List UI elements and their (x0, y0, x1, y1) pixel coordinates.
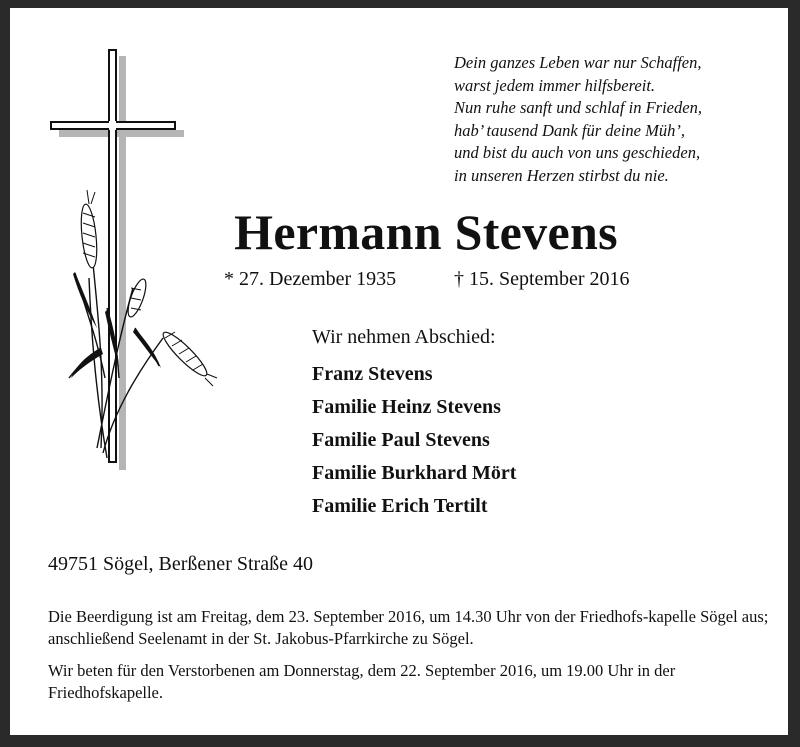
mourner-name: Familie Burkhard Mört (312, 462, 517, 484)
funeral-notice: Die Beerdigung ist am Freitag, dem 23. September 2016, um 14.30 Uhr von der Friedhofs-kapelle Sögel aus; anschließend Seelenamt in der St. Jakobus-Pfarrkirche zu Sögel. (48, 607, 769, 648)
poem-line: Nun ruhe sanft und schlaf in Frieden, (454, 98, 702, 117)
poem-line: hab’ tausend Dank für deine Müh’, (454, 120, 685, 140)
mourners-list (312, 358, 516, 523)
mourner-name: Familie Erich Tertilt (312, 495, 488, 517)
poem-line: warst jedem immer hilfsbereit. (454, 75, 656, 95)
mourner-name: Familie Heinz Stevens (312, 396, 501, 418)
poem-line: und bist du auch von uns geschieden, (454, 143, 701, 162)
poem-line: Dein ganzes Leben war nur Schaffen, (454, 53, 702, 72)
obituary-card (10, 8, 788, 735)
birth-date: * 27. Dezember 1935 (224, 268, 397, 290)
mourner-name: Franz Stevens (312, 363, 433, 385)
death-date: † 15. September 2016 (454, 268, 630, 290)
prayer-notice: Wir beten für den Verstorbenen am Donnerstag, dem 22. September 2016, um 19.00 Uhr in der Friedhofskapelle. (48, 661, 676, 702)
family-address: 49751 Sögel, Berßener Straße 40 (48, 553, 313, 575)
mourner-name: Familie Paul Stevens (312, 429, 490, 451)
poem-line: in unseren Herzen stirbst du nie. (454, 165, 669, 185)
memorial-poem (454, 52, 702, 187)
deceased-name: Hermann Stevens (234, 204, 618, 260)
farewell-heading: Wir nehmen Abschied: (312, 326, 496, 348)
cross-with-wheat-icon (45, 48, 235, 478)
